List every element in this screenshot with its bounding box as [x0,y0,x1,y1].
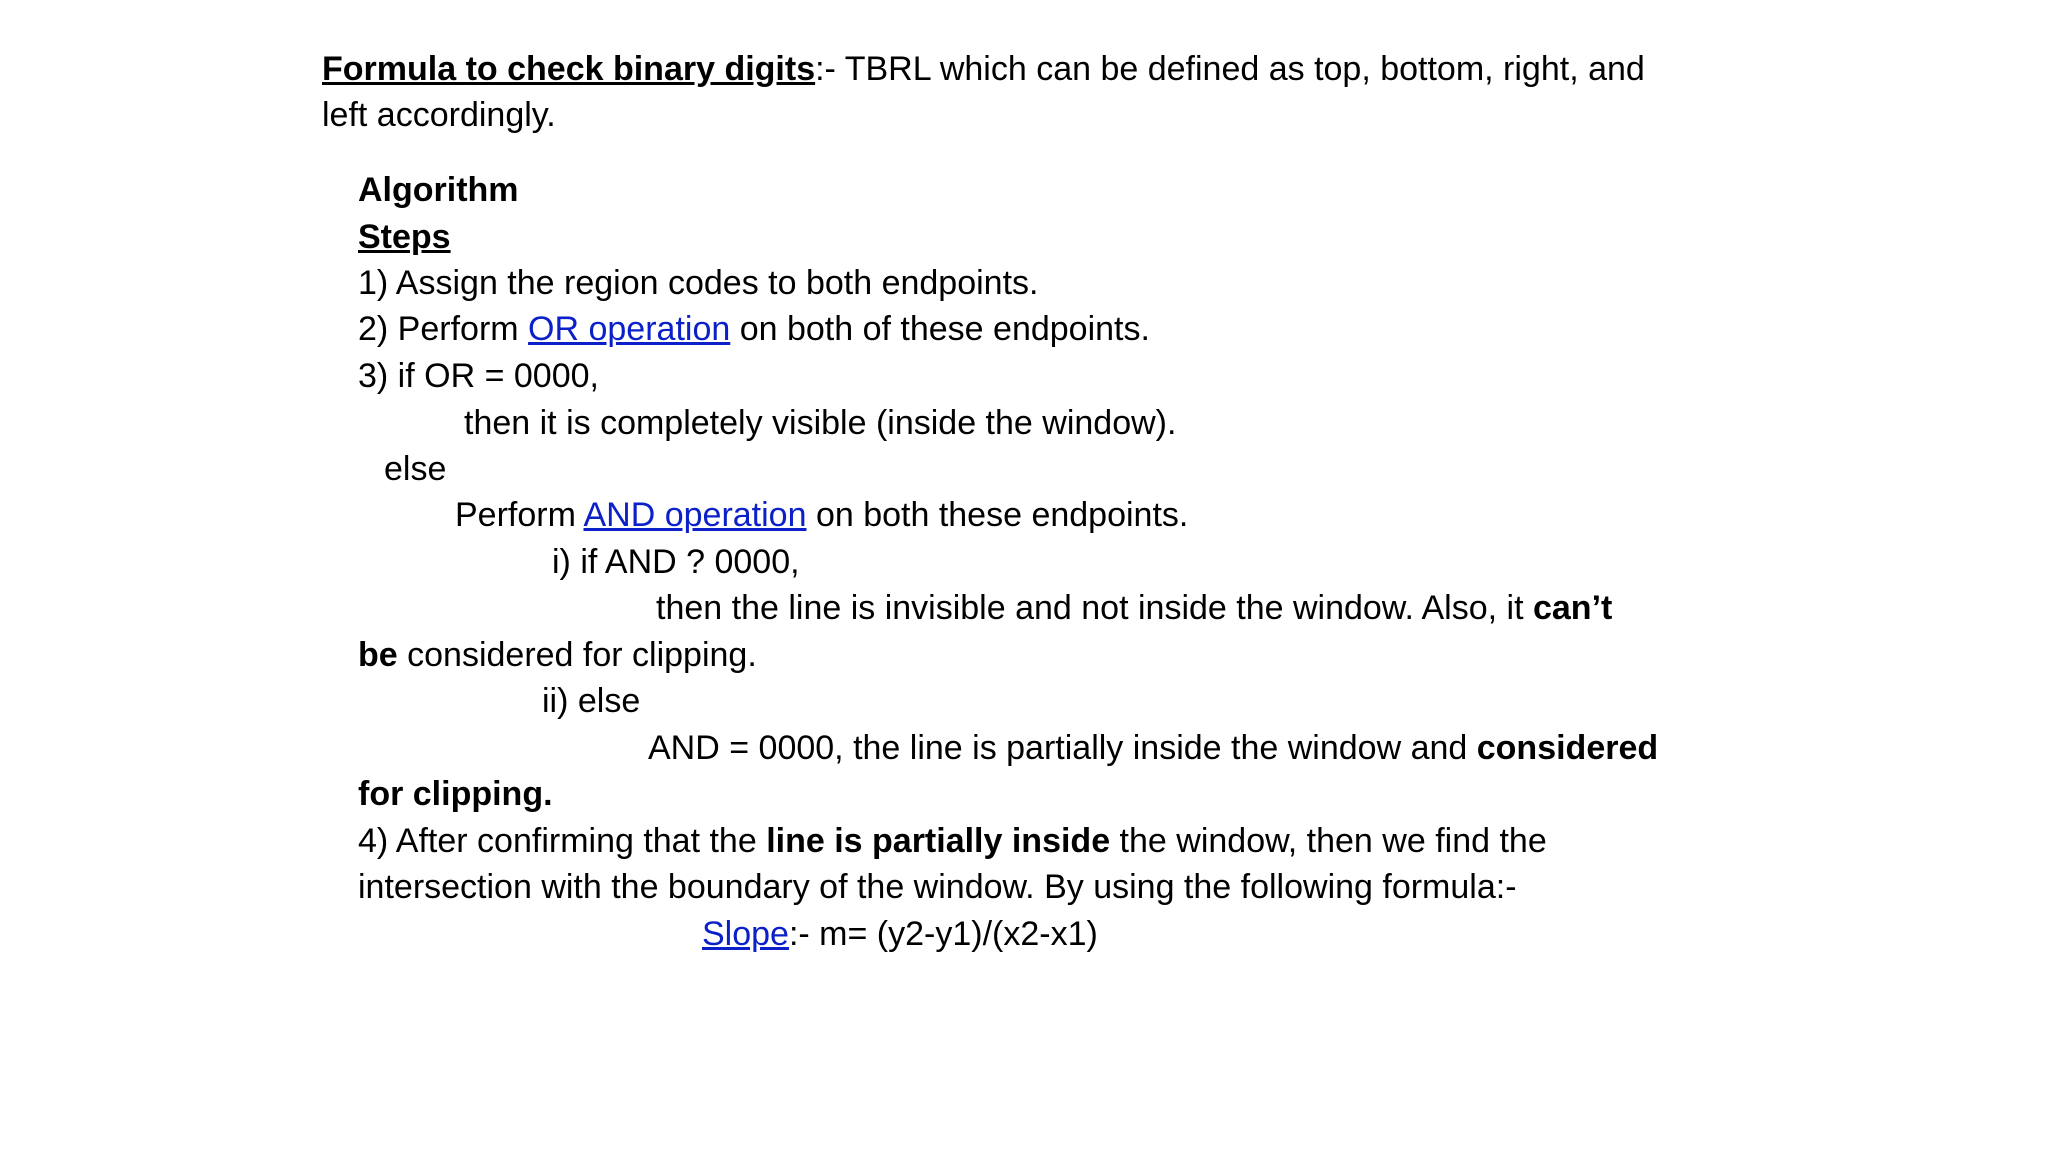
sub-ii-text [648,725,1658,771]
intro-text-2: left accordingly. [322,96,556,134]
step-1: 1) Assign the region codes to both endpoints. [358,264,1039,302]
slope-link[interactable]: Slope [702,915,789,953]
algorithm-title: Algorithm [358,171,519,209]
sub-i-rest: considered for clipping. [397,636,757,674]
and-operation-link[interactable]: AND operation [583,496,807,534]
sub-i-continuation [358,632,757,678]
step-3-condition: 3) if OR = 0000, [358,357,599,395]
step-4-bold: line is partially inside [766,822,1111,860]
sub-ii-text-body: AND = 0000, the line is partially inside the window and [648,729,1477,767]
step-4-pre: 4) After confirming that the [358,822,767,860]
sub-i-condition: i) if AND ? 0000, [552,543,800,581]
sub-ii-bold-1: considered [1476,729,1659,767]
step-3-perform [455,492,1188,538]
perform-post: on both these endpoints. [806,496,1189,534]
steps-title: Steps [358,218,451,256]
step-2 [358,306,1150,352]
intro-line-2 [322,92,556,138]
or-operation-link[interactable]: OR operation [528,310,731,348]
step-4-line-2: intersection with the boundary of the window. By using the following formula:- [358,868,1517,906]
step-2-post: on both of these endpoints. [730,310,1150,348]
sub-ii-bold-2: for clipping. [358,775,553,813]
sub-i-then [656,585,1612,631]
step-4-post: the window, then we find the [1110,822,1547,860]
sub-ii-else: ii) else [542,682,641,720]
step-3-else: else [384,450,447,488]
intro-heading: Formula to check binary digits [322,50,816,88]
slope-formula [702,911,1098,957]
sub-i-bold-1: can’t [1532,589,1613,627]
sub-i-then-text: then the line is invisible and not inside the window. Also, it [656,589,1533,627]
step-3-then: then it is completely visible (inside the window). [464,404,1177,442]
step-2-pre: 2) Perform [358,310,529,348]
slope-formula-text: :- m= (y2-y1)/(x2-x1) [788,915,1098,953]
intro-line-1 [322,46,1645,92]
intro-separator: :- [815,50,836,88]
sub-i-bold-2: be [358,636,398,674]
perform-pre: Perform [455,496,584,534]
intro-text-1: TBRL which can be defined as top, bottom, right, and [835,50,1645,88]
step-4-line-1 [358,818,1547,864]
